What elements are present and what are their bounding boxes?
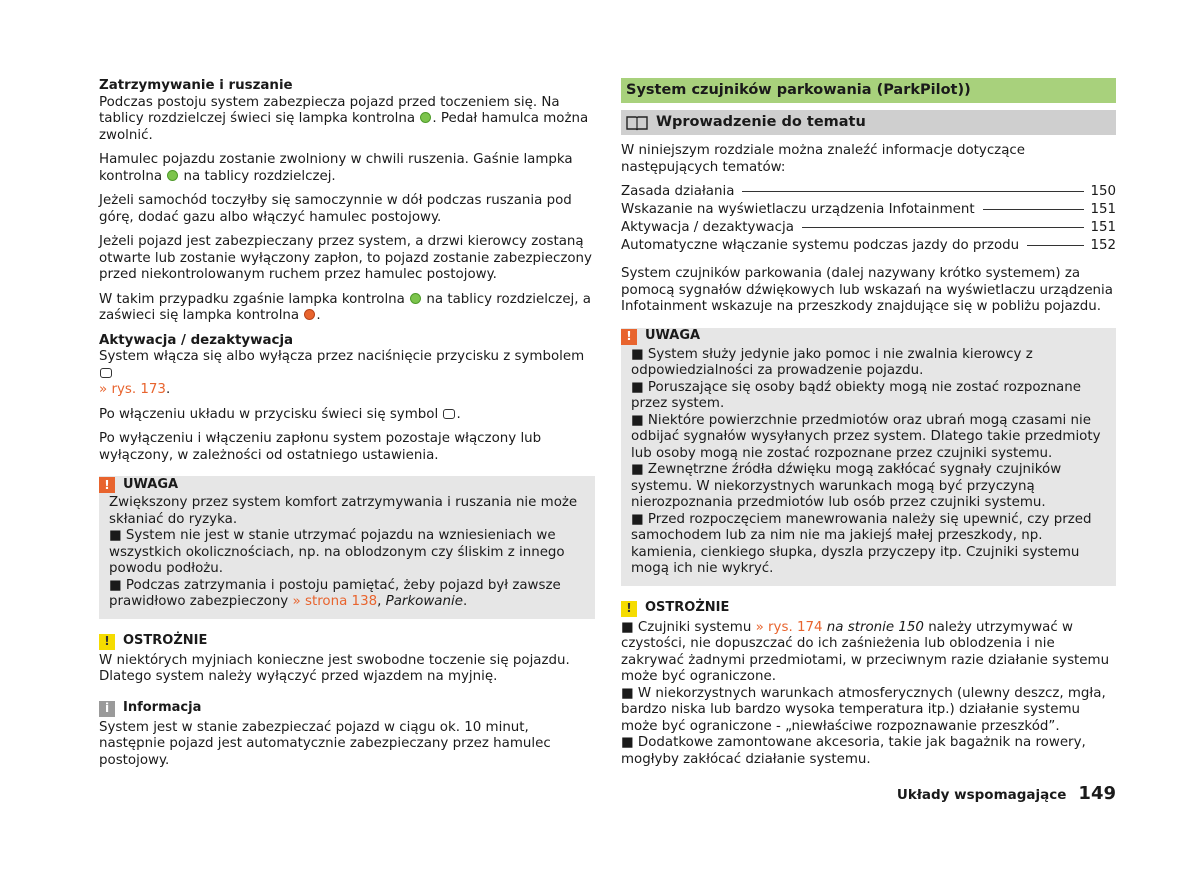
warning-text: ■ Niektóre powierzchnie przedmiotów oraz ubrań mogą czasami nie odbijać sygnałów wysyłanych przez system. Dlatego takie przedmioty lub osoby mogą nie zostać rozpoznane przez czujniki systemu. <box>631 412 1101 461</box>
paragraph-text: na tablicy rozdzielczej. <box>179 168 336 184</box>
caution-title: OSTROŻNIE <box>645 600 730 616</box>
toc-entry-page: 152 <box>1090 238 1116 253</box>
paragraph-text: W takim przypadku zgaśnie lampka kontrolna <box>99 291 405 307</box>
toc-entry[interactable] <box>621 238 1116 256</box>
toc-leader-line <box>1027 245 1084 246</box>
toc-leader-line <box>983 209 1085 210</box>
paragraph-text: Po włączeniu układu w przycisku świeci się symbol <box>99 406 439 422</box>
right-column <box>621 78 1116 782</box>
intro-text: W niniejszym rozdziale można znaleźć informacje dotyczące następujących tematów: <box>621 143 1026 175</box>
toc-entry[interactable] <box>621 184 1116 202</box>
heading-stopping-starting: Zatrzymywanie i ruszanie <box>99 78 293 93</box>
info-text: System jest w stanie zabezpieczać pojazd w ciągu ok. 10 minut, następnie pojazd jest automatycznie zabezpieczany przez hamulec postojowy. <box>99 719 551 768</box>
caution-title: OSTROŻNIE <box>123 633 208 649</box>
paragraph-text: Hamulec pojazdu zostanie zwolniony w chwili ruszenia. Gaśnie lampka kontrolna <box>99 152 573 184</box>
toc-entry-label: Aktywacja / dezaktywacja <box>621 220 794 235</box>
page-number: 149 <box>1078 783 1116 804</box>
toc-leader-line <box>802 227 1085 228</box>
toc-leader-line <box>742 191 1084 192</box>
warning-title: UWAGA <box>645 328 701 344</box>
warning-lamp-red-icon <box>304 309 315 320</box>
warning-text: ■ System nie jest w stanie utrzymać pojazdu na wzniesieniach we wszystkich okolicznościach, np. na oblodzonym czy śliskim z innego powodu podłożu. <box>109 528 565 576</box>
paragraph-text: na tablicy rozdzielczej, a zaświeci się lampka kontrolna <box>99 291 591 323</box>
auto-hold-symbol-icon <box>100 368 112 378</box>
warning-box <box>99 476 595 619</box>
toc-entry[interactable] <box>621 220 1116 238</box>
warning-lamp-green-icon <box>410 293 421 304</box>
warning-text: , <box>377 594 386 609</box>
caution-text: ■ W niekorzystnych warunkach atmosferycznych (ulewny deszcz, mgła, bardzo niska lub bardzo wysoka temperatura itp.) działanie systemu może być ograniczone - „niewłaściwe rozpoznawanie przeszkód”. <box>621 685 1106 734</box>
warning-text-italic: Parkowanie <box>385 594 463 609</box>
paragraph-text: Jeżeli samochód toczyłby się samoczynnie w dół podczas ruszania pod górę, dodać gazu albo włączyć hamulec postojowy. <box>99 193 572 225</box>
warning-text: ■ Podczas zatrzymania i postoju pamiętać, żeby pojazd był zawsze prawidłowo zabezpieczony <box>109 577 561 609</box>
toc-entry-label: Zasada działania <box>621 184 735 199</box>
section-title: System czujników parkowania (ParkPilot)) <box>621 78 1116 103</box>
warning-text: . <box>462 594 468 609</box>
warning-box <box>621 328 1116 586</box>
book-icon <box>626 115 648 131</box>
caution-text: W niektórych myjniach konieczne jest swobodne toczenie się pojazdu. Dlatego system należy wyłączyć przed wjazdem na myjnię. <box>99 652 570 684</box>
paragraph-text: . Pedał hamulca można zwolnić. <box>99 111 589 143</box>
figure-reference-link[interactable]: » rys. 174 <box>755 619 823 635</box>
caution-icon: ! <box>621 601 637 617</box>
table-of-contents <box>621 184 1116 256</box>
chapter-name: Układy wspomagające <box>896 787 1067 803</box>
warning-text: ■ Zewnętrzne źródła dźwięku mogą zakłócać sygnały czujników systemu. W niekorzystnych warunkach mogą być przyczyną nierozpoznania przedmiotów lub osób przez czujniki systemu. <box>631 462 1062 510</box>
paragraph-text: Po wyłączeniu i włączeniu zapłonu system pozostaje włączony lub wyłączony, w zależności od ostatniego ustawienia. <box>99 431 542 463</box>
toc-entry[interactable] <box>621 202 1116 220</box>
figure-reference-link[interactable]: » rys. 173 <box>99 382 166 397</box>
caution-text-italic: na stronie 150 <box>822 619 924 635</box>
caution-text: ■ Czujniki systemu <box>621 619 756 635</box>
page-reference-link[interactable]: » strona 138 <box>292 594 378 609</box>
auto-hold-symbol-icon <box>443 409 455 419</box>
paragraph-text: System włącza się albo wyłącza przez naciśnięcie przycisku z symbolem <box>99 349 585 364</box>
paragraph-text: . <box>456 406 461 422</box>
warning-icon: ! <box>621 329 637 345</box>
caution-text: ■ Dodatkowe zamontowane akcesoria, takie jak bagażnik na rowery, mogłyby zakłócać działanie systemu. <box>621 735 1086 767</box>
warning-lamp-green-icon <box>167 170 178 181</box>
warning-text: Zwiększony przez system komfort zatrzymywania i ruszania nie może skłaniać do ryzyka. <box>109 495 578 527</box>
warning-text: ■ System służy jedynie jako pomoc i nie zwalnia kierowcy z odpowiedzialności za prowadzenie pojazdu. <box>631 346 1033 378</box>
warning-icon: ! <box>99 477 115 493</box>
paragraph-text: System czujników parkowania (dalej nazywany krótko systemem) za pomocą sygnałów dźwiękowych lub wskazań na wyświetlaczu urządzenia Infotainment wskazuje na przeszkody znajdujące się w pobliżu pojazdu. <box>621 266 1113 314</box>
warning-title: UWAGA <box>123 476 179 492</box>
warning-text: ■ Przed rozpoczęciem manewrowania należy się upewnić, czy przed samochodem lub za nim nie ma jakiejś małej przeszkody, np. kamienia, cienkiego słupka, dyszla przyczepy itp. Czujniki systemu mogą ich nie wykryć. <box>631 511 1092 576</box>
warning-text: ■ Poruszające się osoby bądź obiekty mogą nie zostać rozpoznane przez system. <box>631 379 1081 411</box>
caution-box <box>99 633 595 686</box>
heading-activation: Aktywacja / dezaktywacja <box>99 332 294 348</box>
warning-lamp-green-icon <box>420 112 431 123</box>
toc-entry-page: 150 <box>1090 184 1116 199</box>
info-box <box>99 700 595 770</box>
info-title: Informacja <box>123 700 202 716</box>
paragraph-text: Jeżeli pojazd jest zabezpieczany przez system, a drzwi kierowcy zostaną otwarte lub zostanie wyłączony zapłon, to pojazd zostanie zabezpieczony przed niekontrolowanym ruchem przez hamulec postojowy. <box>99 234 592 282</box>
paragraph-text: . <box>316 308 321 323</box>
caution-icon: ! <box>99 634 115 650</box>
caution-box <box>621 600 1116 769</box>
toc-entry-page: 151 <box>1090 220 1116 235</box>
toc-entry-label: Wskazanie na wyświetlaczu urządzenia Infotainment <box>621 202 975 217</box>
intro-header <box>621 110 1116 135</box>
info-icon: i <box>99 701 115 717</box>
page-footer <box>896 783 1116 804</box>
caution-text: należy utrzymywać w czystości, nie dopuszczać do ich zaśnieżenia lub oblodzenia i nie zakrywać żadnymi przedmiotami, w przeciwnym razie działanie systemu może być ograniczone. <box>621 619 1110 684</box>
paragraph-text: . <box>165 382 171 397</box>
intro-title: Wprowadzenie do tematu <box>656 114 866 131</box>
toc-entry-page: 151 <box>1090 202 1116 217</box>
paragraph-text: Podczas postoju system zabezpiecza pojazd przed toczeniem się. Na tablicy rozdzielczej świeci się lampka kontrolna <box>99 94 560 126</box>
left-column <box>99 78 595 783</box>
toc-entry-label: Automatyczne włączanie systemu podczas jazdy do przodu <box>621 238 1020 253</box>
